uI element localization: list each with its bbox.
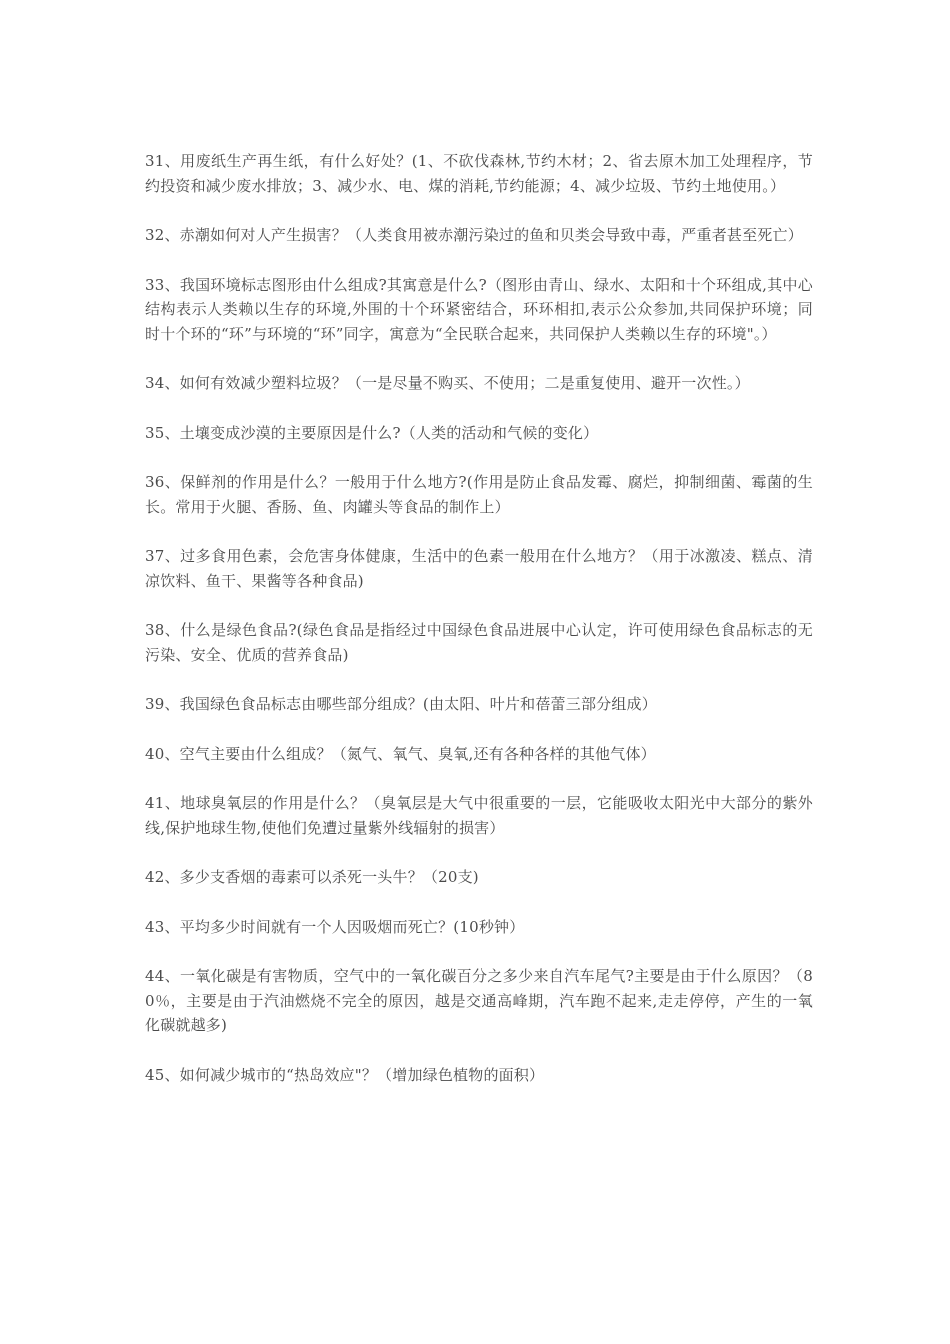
qa-item-32: 32、赤潮如何对人产生损害？（人类食用被赤潮污染过的鱼和贝类会导致中毒，严重者甚至死亡） (145, 226, 803, 244)
document-body (145, 149, 813, 1112)
qa-item-31: 31、用废纸生产再生纸，有什么好处？(1、不砍伐森林,节约木材；2、省去原木加工处理程序，节约投资和减少废水排放；3、减少水、电、煤的消耗,节约能源；4、减少垃圾、节约土地使用。） (145, 152, 813, 195)
qa-item-44: 44、一氧化碳是有害物质，空气中的一氧化碳百分之多少来自汽车尾气?主要是由于什么原因？（80％，主要是由于汽油燃烧不完全的原因，越是交通高峰期，汽车跑不起来,走走停停，产生的一氧化碳就越多) (145, 967, 813, 1034)
qa-item-39: 39、我国绿色食品标志由哪些部分组成？(由太阳、叶片和蓓蕾三部分组成） (145, 695, 657, 713)
qa-item-37: 37、过多食用色素，会危害身体健康，生活中的色素一般用在什么地方？（用于冰激凌、糕点、清凉饮料、鱼干、果酱等各种食品) (145, 547, 813, 590)
qa-item-35: 35、土壤变成沙漠的主要原因是什么?（人类的活动和气候的变化） (145, 423, 599, 442)
qa-item-40: 40、空气主要由什么组成？（氮气、氧气、臭氧,还有各种各样的其他气体） (145, 744, 656, 763)
qa-item-36: 36、保鲜剂的作用是什么？一般用于什么地方?(作用是防止食品发霉、腐烂，抑制细菌、霉菌的生长。常用于火腿、香肠、鱼、肉罐头等食品的制作上） (145, 473, 813, 516)
qa-item-34: 34、如何有效减少塑料垃圾？（一是尽量不购买、不使用；二是重复使用、避开一次性。） (145, 374, 750, 392)
qa-item-41: 41、地球臭氧层的作用是什么？（臭氧层是大气中很重要的一层，它能吸收太阳光中大部分的紫外线,保护地球生物,使他们免遭过量紫外线辐射的损害） (145, 794, 813, 837)
qa-item-33: 33、我国环境标志图形由什么组成?其寓意是什么?（图形由青山、绿水、太阳和十个环组成,其中心结构表示人类赖以生存的环境,外围的十个环紧密结合，环环相扣,表示公众参加,共同保护环境；同时十个环的“环”与环境的“环”同字，寓意为“全民联合起来，共同保护人类赖以生存的环境"。） (145, 275, 813, 343)
qa-item-43: 43、平均多少时间就有一个人因吸烟而死亡？(10秒钟） (145, 917, 525, 936)
qa-item-45: 45、如何减少城市的“热岛效应"？（增加绿色植物的面积） (145, 1065, 545, 1084)
qa-item-38: 38、什么是绿色食品?(绿色食品是指经过中国绿色食品进展中心认定，许可使用绿色食品标志的无污染、安全、优质的营养食品) (145, 621, 813, 664)
qa-item-42: 42、多少支香烟的毒素可以杀死一头牛？（20支) (145, 868, 479, 886)
